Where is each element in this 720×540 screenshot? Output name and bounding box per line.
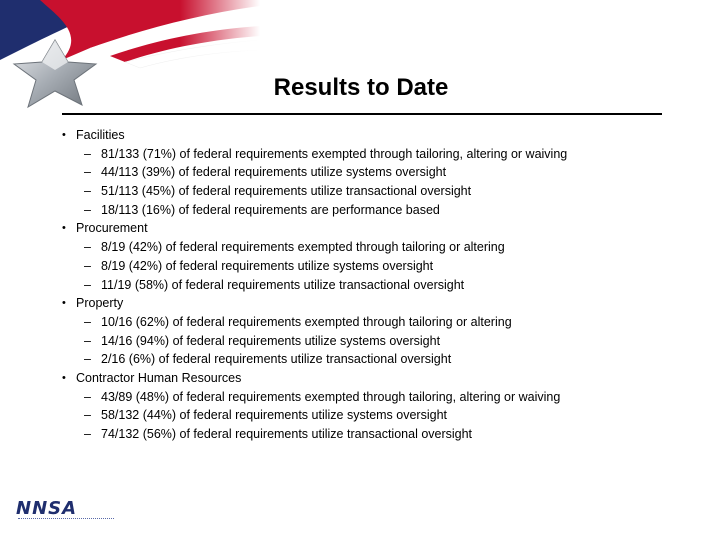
dash: – bbox=[84, 240, 91, 255]
list-item bbox=[58, 388, 698, 407]
section-contractor-human-resources bbox=[58, 369, 698, 388]
list-item bbox=[58, 201, 698, 220]
slide-title: Results to Date bbox=[273, 74, 449, 101]
section-label: Procurement bbox=[76, 221, 148, 236]
section-property bbox=[58, 294, 698, 313]
dash: – bbox=[84, 146, 91, 161]
bullet: • bbox=[62, 371, 66, 384]
dash: – bbox=[84, 184, 91, 199]
section-label: Facilities bbox=[76, 128, 125, 142]
list-item bbox=[58, 163, 698, 182]
item-text: 44/113 (39%) of federal requirements utilize systems oversight bbox=[101, 165, 447, 180]
list-item bbox=[58, 313, 698, 332]
logo-text: NNSA bbox=[16, 498, 78, 519]
section-label: Contractor Human Resources bbox=[76, 370, 242, 385]
dash: – bbox=[84, 427, 91, 441]
item-text: 74/132 (56%) of federal requirements utilize transactional oversight bbox=[101, 427, 473, 441]
list-item bbox=[58, 145, 698, 164]
item-text: 11/19 (58%) of federal requirements utilize transactional oversight bbox=[101, 277, 465, 292]
list-item bbox=[58, 182, 698, 201]
list-item bbox=[58, 350, 698, 369]
dash: – bbox=[84, 314, 91, 329]
dash: – bbox=[84, 352, 91, 367]
item-text: 43/89 (48%) of federal requirements exempted through tailoring, altering or waiving bbox=[101, 389, 561, 404]
list-item bbox=[58, 238, 698, 257]
item-text: 2/16 (6%) of federal requirements utilize transactional oversight bbox=[101, 352, 452, 367]
item-text: 18/113 (16%) of federal requirements are performance based bbox=[101, 202, 440, 217]
section-procurement bbox=[58, 219, 698, 238]
title-divider bbox=[62, 113, 662, 115]
logo-tagline-line bbox=[18, 518, 114, 522]
dash: – bbox=[84, 408, 91, 423]
item-text: 81/133 (71%) of federal requirements exempted through tailoring, altering or waiving bbox=[101, 146, 568, 161]
dash: – bbox=[84, 389, 91, 404]
section-facilities bbox=[58, 126, 698, 145]
item-text: 8/19 (42%) of federal requirements utilize systems oversight bbox=[101, 258, 434, 273]
list-item bbox=[58, 276, 698, 295]
item-text: 51/113 (45%) of federal requirements utilize transactional oversight bbox=[101, 184, 472, 199]
item-text: 8/19 (42%) of federal requirements exempted through tailoring or altering bbox=[101, 240, 505, 255]
item-text: 10/16 (62%) of federal requirements exempted through tailoring or altering bbox=[101, 314, 512, 329]
list-item bbox=[58, 257, 698, 276]
list-item bbox=[58, 332, 698, 351]
dash: – bbox=[84, 202, 91, 217]
bullet: • bbox=[62, 297, 66, 310]
item-text: 14/16 (94%) of federal requirements utilize systems oversight bbox=[101, 333, 441, 348]
list-item bbox=[58, 425, 698, 444]
nnsa-logo bbox=[16, 498, 116, 526]
dash: – bbox=[84, 258, 91, 273]
bullet: • bbox=[62, 222, 66, 235]
list-item bbox=[58, 406, 698, 425]
results-list bbox=[58, 126, 698, 444]
dash: – bbox=[84, 333, 91, 348]
section-label: Property bbox=[76, 296, 124, 311]
dash: – bbox=[84, 165, 91, 180]
dash: – bbox=[84, 277, 91, 292]
item-text: 58/132 (44%) of federal requirements utilize systems oversight bbox=[101, 408, 447, 423]
flag-star-graphic bbox=[0, 0, 260, 130]
bullet: • bbox=[62, 129, 66, 141]
